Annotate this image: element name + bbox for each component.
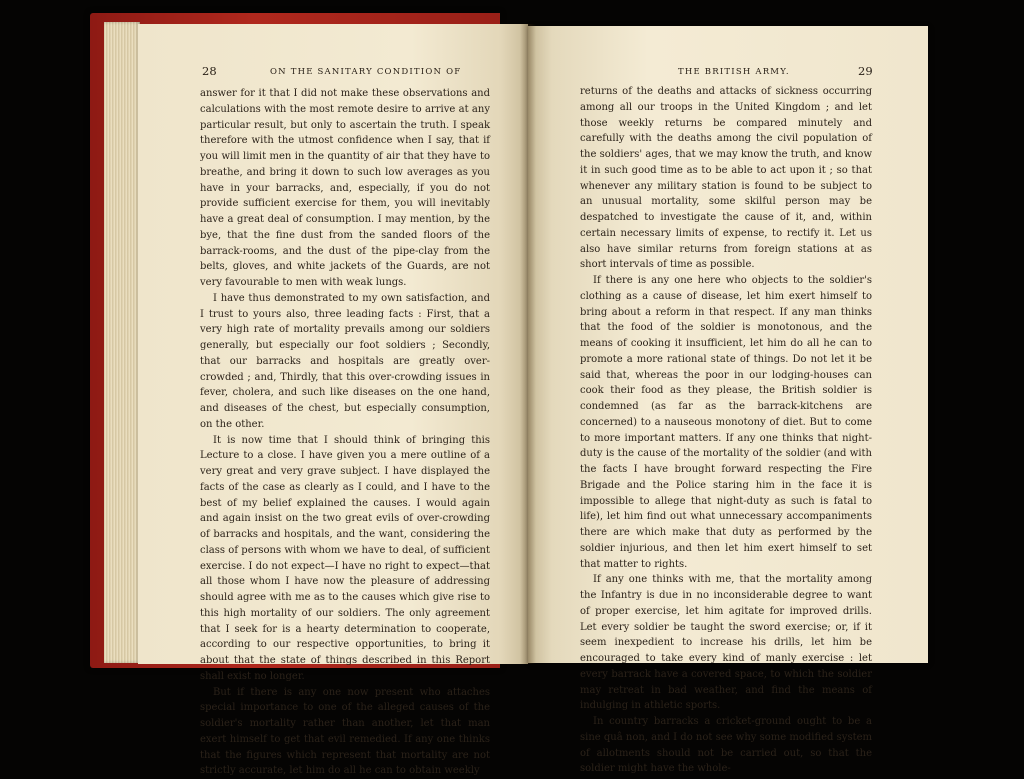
left-page	[138, 24, 528, 664]
left-text-block	[200, 86, 490, 779]
right-page-number: 29	[858, 64, 873, 78]
left-paragraph-4: But if there is any one now present who attaches special importance to one of the alleged causes of the soldier's mortality rather than another, let that man exert himself to get that evil remedied. If any one thinks that the figures which represent that mortality are not strictly accurate, let him do all he can to obtain weekly	[200, 685, 490, 779]
right-page	[528, 26, 928, 663]
right-paragraph-4: In country barracks a cricket-ground ought to be a sine quâ non, and I do not see why some modified system of allotments should not be carried out, so that the soldier might have the whole-	[580, 714, 872, 777]
page-edges	[104, 22, 140, 663]
left-paragraph-1: answer for it that I did not make these observations and calculations with the most remote desire to arrive at any particular result, but only to ascertain the truth. I speak therefore with the utmost confidence when I say, that if you will limit men in the quantity of air that they have to breathe, and bring it down to such low averages as you have in your barracks, and, especially, if you do not provide sufficient exercise for them, you will inevitably have a great deal of consumption. I may mention, by the bye, that the fine dust from the sanded floors of the barrack-rooms, and the dust of the pipe-clay from the belts, gloves, and white jackets of the Guards, are not very favourable to men with weak lungs.	[200, 86, 490, 291]
right-paragraph-3: If any one thinks with me, that the mortality among the Infantry is due in no inconsiderable degree to want of proper exercise, let him agitate for improved drills. Let every soldier be taught the sword exercise; or, if it seem inexpedient to increase his drills, let him be encouraged to take every kind of manly exercise : let every barrack have a covered space, to which the soldier may retreat in bad weather, and find the means of indulging in athletic sports.	[580, 572, 872, 714]
left-paragraph-2: I have thus demonstrated to my own satisfaction, and I trust to yours also, three leading facts : First, that a very high rate of mortality prevails among our soldiers generally, but especially our foot soldiers ; Secondly, that our barracks and hospitals are greatly over-crowded ; and, Thirdly, that this over-crowding issues in fever, cholera, and such like diseases on the one hand, and diseases of the chest, but especially consumption, on the other.	[200, 291, 490, 433]
left-paragraph-3: It is now time that I should think of bringing this Lecture to a close. I have given you a mere outline of a very great and very grave subject. I have displayed the facts of the case as clearly as I could, and I have to the best of my belief explained the causes. I would again and again insist on the two great evils of over-crowding of barracks and hospitals, and the want, considering the class of persons with whom we have to deal, of sufficient exercise. I do not expect—I have no right to expect—that all those whom I have now the pleasure of addressing should agree with me as to the causes which give rise to this high mortality of our soldiers. The only agreement that I seek for is a hearty determination to cooperate, according to our respective opportunities, to bring it about that the state of things described in this Report shall exist no longer.	[200, 433, 490, 685]
right-paragraph-2: If there is any one here who objects to the soldier's clothing as a cause of disease, let him exert himself to bring about a reform in that respect. If any man thinks that the food of the soldier is monotonous, and the means of cooking it insufficient, let him do all he can to promote a more rational state of things. Do not let it be said that, whereas the poor in our lodging-houses can cook their food as they please, the British soldier is condemned (as far as the barrack-kitchens are concerned) to a nauseous monotony of diet. But to come to more important matters. If any one thinks that night-duty is the cause of the mortality of the soldier (and with the facts I have brought forward respecting the Fire Brigade and the Police staring him in the face it is impossible to allege that night-duty as such is fatal to life), let him find out what unnecessary accompaniments there are which make that duty as performed by the soldier injurious, and then let him exert himself to set that matter to rights.	[580, 273, 872, 572]
right-running-head: THE BRITISH ARMY.	[678, 67, 790, 77]
left-page-number: 28	[202, 64, 217, 78]
left-running-head: ON THE SANITARY CONDITION OF	[270, 67, 461, 77]
right-paragraph-1: returns of the deaths and attacks of sickness occurring among all our troops in the United Kingdom ; and let those weekly returns be compared minutely and carefully with the deaths among the civil population of the soldiers' ages, that we may know the truth, and know it in such good time as to be able to act upon it ; so that whenever any military station is found to be subject to an unusual mortality, some skilful person may be despatched to investigate the cause of it, and, within certain necessary limits of expense, to rectify it. Let us also have similar returns from foreign stations at as short intervals of time as possible.	[580, 84, 872, 273]
book-gutter	[520, 24, 536, 664]
right-text-block	[580, 84, 872, 777]
